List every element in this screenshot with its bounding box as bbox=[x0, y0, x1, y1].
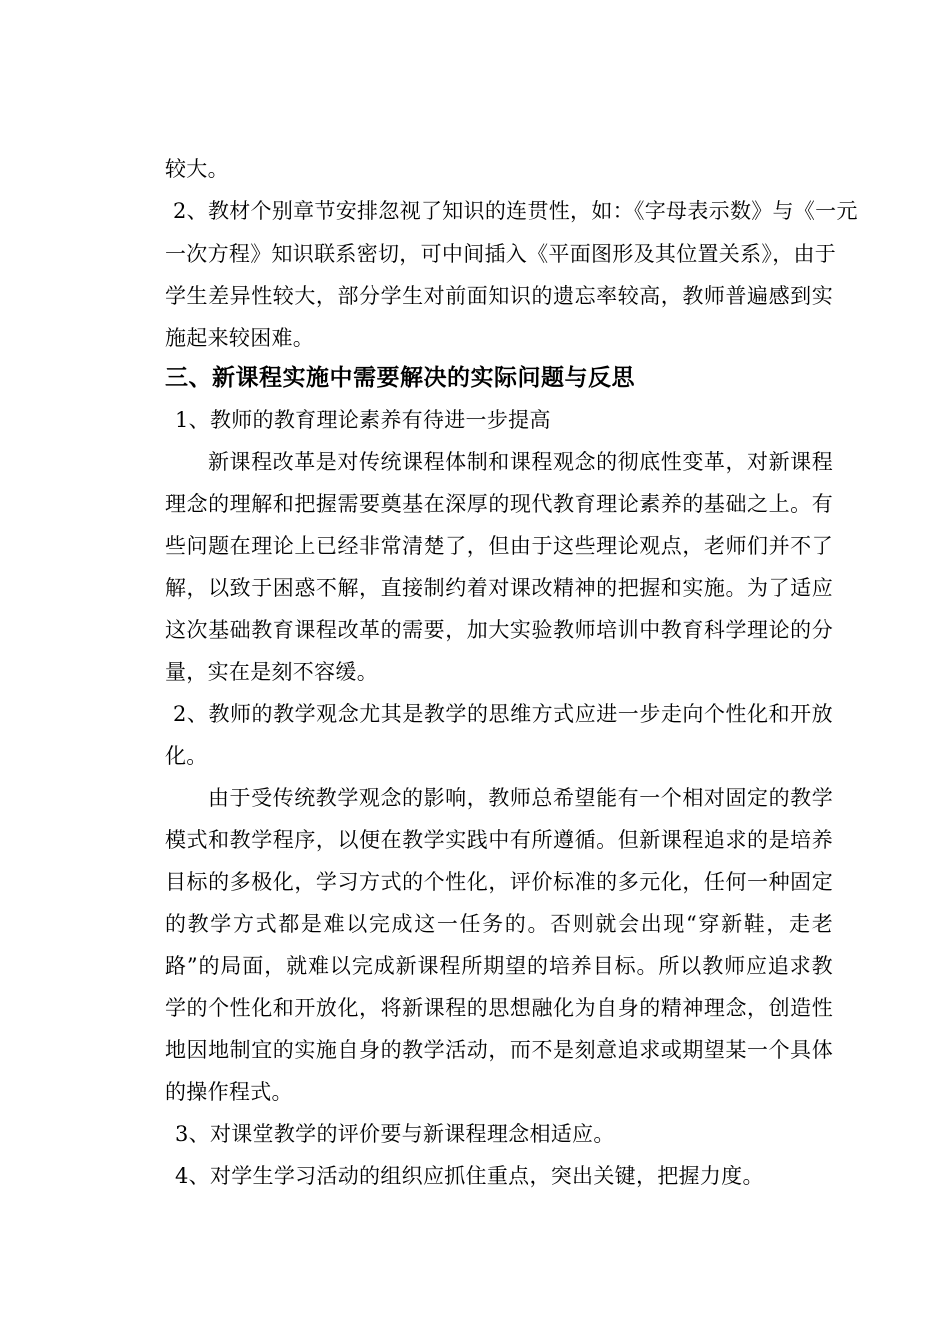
paragraph-line: 理念的理解和把握需要奠基在深厚的现代教育理论素养的基础之上。有 bbox=[165, 492, 833, 516]
paragraph-line: 这次基础教育课程改革的需要，加大实验教师培训中教育科学理论的分 bbox=[165, 618, 833, 642]
subheading-line: 1、教师的教育理论素养有待进一步提高 bbox=[175, 408, 551, 432]
subheading-line: 2、教师的教学观念尤其是教学的思维方式应进一步走向个性化和开放 bbox=[173, 702, 833, 726]
text-line: 较大。 bbox=[165, 157, 229, 181]
subheading-line: 化。 bbox=[165, 744, 208, 768]
text-line: 施起来较困难。 bbox=[165, 326, 315, 350]
paragraph-line: 新课程改革是对传统课程体制和课程观念的彻底性变革，对新课程 bbox=[208, 450, 833, 474]
paragraph-line: 的教学方式都是难以完成这一任务的。否则就会出现“穿新鞋，走老 bbox=[165, 912, 833, 936]
subheading-line: 3、对课堂教学的评价要与新课程理念相适应。 bbox=[175, 1122, 615, 1146]
text-line: 一次方程》知识联系密切，可中间插入《平面图形及其位置关系》，由于 bbox=[165, 242, 837, 266]
paragraph-line: 学的个性化和开放化，将新课程的思想融化为自身的精神理念，创造性 bbox=[165, 996, 833, 1020]
paragraph-line: 解，以致于困惑不解，直接制约着对课改精神的把握和实施。为了适应 bbox=[165, 576, 833, 600]
section-heading: 三、新课程实施中需要解决的实际问题与反思 bbox=[165, 365, 635, 391]
paragraph-line: 地因地制宜的实施自身的教学活动，而不是刻意追求或期望某一个具体 bbox=[165, 1038, 833, 1062]
paragraph-line: 些问题在理论上已经非常清楚了，但由于这些理论观点，老师们并不了 bbox=[165, 534, 833, 558]
paragraph-line: 目标的多极化，学习方式的个性化，评价标准的多元化，任何一种固定 bbox=[165, 870, 833, 894]
paragraph-line: 由于受传统教学观念的影响，教师总希望能有一个相对固定的教学 bbox=[208, 786, 833, 810]
paragraph-line: 模式和教学程序，以便在教学实践中有所遵循。但新课程追求的是培养 bbox=[165, 828, 833, 852]
text-line: 学生差异性较大，部分学生对前面知识的遗忘率较高，教师普遍感到实 bbox=[165, 284, 833, 308]
subheading-line: 4、对学生学习活动的组织应抓住重点，突出关键，把握力度。 bbox=[175, 1164, 764, 1188]
paragraph-line: 路”的局面，就难以完成新课程所期望的培养目标。所以教师应追求教 bbox=[165, 954, 833, 978]
paragraph-line: 的操作程式。 bbox=[165, 1080, 293, 1104]
list-item-2-line: 2、教材个别章节安排忽视了知识的连贯性，如：《字母表示数》与《一元 bbox=[173, 199, 858, 223]
paragraph-line: 量，实在是刻不容缓。 bbox=[165, 660, 378, 684]
